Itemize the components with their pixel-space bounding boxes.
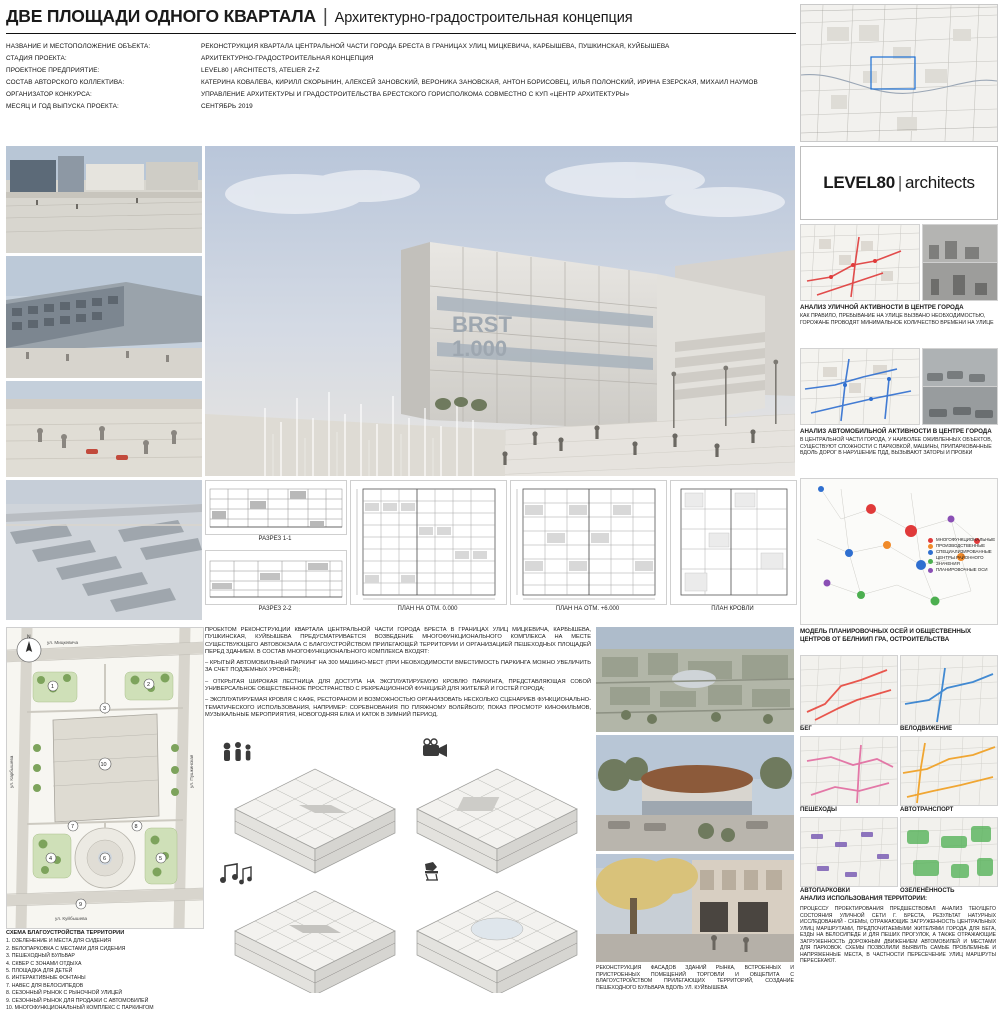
concept-paragraph: – КРЫТЫЙ АВТОМОБИЛЬНЫЙ ПАРКИНГ НА 300 МАШИНО-МЕСТ (ПРИ НЕОБХОДИМОСТИ ВМЕСТИМОСТЬ ПАРКИНГА МОЖНО УВЕЛИЧИТЬ ЗА СЧЕТ ПОДЗЕМНЫХ УРОВНЕЙ); [205,660,591,674]
scheme-cycling [900,655,998,725]
scheme-pedestrians-label: ПЕШЕХОДЫ [800,807,837,813]
logo-word: architects [904,173,975,192]
meta-key: МЕСЯЦ И ГОД ВЫПУСКА ПРОЕКТА: [6,103,119,110]
meta-value: LEVEL80 | ARCHITECTS, ATELIER Z+Z [201,67,320,74]
photo-existing-station [596,735,794,851]
legend-title: СХЕМА БЛАГОУСТРОЙСТВА ТЕРРИТОРИИ [6,930,125,936]
territory-analysis-title: АНАЛИЗ ИСПОЛЬЗОВАНИЯ ТЕРРИТОРИИ: [800,896,927,902]
floor-plan-6000 [510,480,667,605]
scheme-traffic [900,736,998,806]
photo-plaza-people [6,381,202,477]
meta-value: СЕНТЯБРЬ 2019 [201,103,253,110]
street-label: ул. Мицкевича [47,640,79,645]
analysis-title: АНАЛИЗ УЛИЧНОЙ АКТИВНОСТИ В ЦЕНТРЕ ГОРОДА [800,304,964,311]
scheme-cycling-label: ВЕЛОДВИЖЕНИЕ [900,726,953,732]
scheme-parking [800,817,898,887]
legend-item: 6. ИНТЕРАКТИВНЫЕ ФОНТАНЫ [6,975,86,982]
roof-plan [670,480,797,605]
concept-paragraph: – ЭКСПЛУАТИРУЕМАЯ КРОВЛЯ С КАФЕ, РЕСТОРАНОМ И ВОЗМОЖНОСТЬЮ ОРГАНИЗОВАТЬ НЕСКОЛЬКО СЦЕНАРИЕВ ФУНКЦИОНАЛЬНО-ТЕМАТИЧЕСКОГО ИСПОЛЬЗОВАНИЯ, НАПРИМЕР: СОРЕВНОВАНИЯ ПО ПЛЯЖНОМУ ВОЛЕЙБОЛУ, ПОКАЗ ПРОСМОТР КИНОФИЛЬМОВ, МУЗЫКАЛЬНЫЕ МЕРОПРИЯТИЯ, НОВОГОДНЯЯ ЕЛКА И КАТОК В ЗИМНИЙ ПЕРИОД. [205,697,591,718]
meta-key: СОСТАВ АВТОРСКОГО КОЛЛЕКТИВА: [6,79,125,86]
svg-text:3: 3 [103,706,107,712]
location-minimap [800,4,998,142]
meta-value: РЕКОНСТРУКЦИЯ КВАРТАЛА ЦЕНТРАЛЬНОЙ ЧАСТИ ГОРОДА БРЕСТА В ГРАНИЦАХ УЛИЦ МИЦКЕВИЧА, КАРБЫШЕВА, ПУШКИНСКАЯ, КУЙБЫШЕВА [201,43,670,50]
analysis-photos-street [922,224,998,301]
svg-text:5: 5 [159,856,163,862]
site-improvement-plan [6,627,204,929]
svg-text:8: 8 [134,824,138,830]
concept-paragraph: – ОТКРЫТАЯ ШИРОКАЯ ЛЕСТНИЦА ДЛЯ ДОСТУПА НА ЭКСПЛУАТИРУЕМУЮ КРОВЛЮ ПАРКИНГА, ПРЕДСТАВЛЯЮЩАЯ СОБОЙ УНИВЕРСАЛЬНОЕ ОБЩЕСТВЕННОЕ ПРОСТРАНСТВО С РЕКРЕАЦИОННОЙ ФУНКЦИЕЙ ДЛЯ ЖИТЕЛЕЙ И ГОСТЕЙ ГОРОДА; [205,678,591,693]
legend-swatch [928,538,933,543]
scheme-pedestrians [800,736,898,806]
header-divider [6,33,796,34]
svg-text:9: 9 [79,902,83,908]
photo-facade-perspective [6,256,202,378]
analysis-street-activity [800,224,996,326]
scheme-greenery-label: ОЗЕЛЕНЁННОСТЬ [900,888,955,894]
page-title [6,6,796,28]
legend-item: 7. НАВЕС ДЛЯ ВЕЛОСИПЕДОВ [6,982,84,989]
planning-axes-diagram [800,478,998,625]
section-drawing-1 [205,480,347,535]
project-metadata [6,41,796,113]
svg-text:6: 6 [103,856,107,862]
analysis-image-row [800,224,996,301]
scheme-parking-label: АВТОПАРКОВКИ [800,888,850,894]
meta-row [6,65,796,77]
concept-paragraph: ПРОЕКТОМ РЕКОНСТРУКЦИИ КВАРТАЛА ЦЕНТРАЛЬНОЙ ЧАСТИ ГОРОДА БРЕСТА В ГРАНИЦАХ УЛИЦ МИЦКЕВИЧА, КАРБЫШЕВА, ПУШКИНСКАЯ, КУЙБЫШЕВА ПРЕДУСМАТРИВАЕТСЯ ВОЗВЕДЕНИЕ МНОГОФУНКЦИОНАЛЬНОГО КОМПЛЕКСА НА МЕСТЕ СУЩЕСТВУЮЩЕГО АВТОВОКЗАЛА С БЛАГОУСТРОЙСТВОМ ПРИЛЕГАЮЩЕЙ ТЕРРИТОРИИ И ОРГАНИЗАЦИЕЙ ПЕШЕХОДНЫХ ПЛОЩАДЕЙ ПЕРЕД ЗДАНИЕМ. В СОСТАВ МНОГОФУНКЦИОНАЛЬНОГО КОМПЛЕКСА ВХОДЯТ: [205,627,591,655]
legend-label: ПРОИЗВОДСТВЕННЫЕ [936,543,986,548]
legend-item [928,555,994,567]
photo-caption: РЕКОНСТРУКЦИЯ ФАСАДОВ ЗДАНИЙ РЫНКА, ВСТРОЕННЫХ И ПРИСТРОЕННЫХ ПОМЕЩЕНИЙ ТОРГОВЛИ И ОБЩЕПИТА С БЛАГОУСТРОЙСТВОМ ПРИЛЕГАЮЩИХ ТЕРРИТОРИЙ, СОЗДАНИЕ ПЕШЕХОДНОГО БУЛЬВАРА ВДОЛЬ УЛ. КУЙБЫШЕВА [596,965,794,991]
legend-item: 2. ВЕЛОПАРКОВКА С МЕСТАМИ ДЛЯ СИДЕНИЯ [6,945,126,952]
scheme-running-label: БЕГ [800,726,812,732]
meta-row [6,77,796,89]
studio-logo [800,146,998,220]
concept-description [205,627,591,727]
legend-item: 10. МНОГОФУНКЦИОНАЛЬНЫЙ КОМПЛЕКС С ПАРКИНГОМ [6,1005,154,1012]
title-subtitle: Архитектурно-градостроительная концепция [334,10,633,26]
logo-name: LEVEL80 [823,173,895,192]
svg-text:1: 1 [51,684,55,690]
svg-text:N: N [27,634,31,641]
legend-label: ПЛАНИРОВОЧНЫЕ ОСИ [936,567,988,572]
meta-key: ПРОЕКТНОЕ ПРЕДПРИЯТИЕ: [6,67,100,74]
legend-item: 4. СКВЕР С ЗОНАМИ ОТДЫХА [6,960,82,967]
roof-plan-label: ПЛАН КРОВЛИ [711,606,754,612]
meta-value: УПРАВЛЕНИЕ АРХИТЕКТУРЫ И ГРАДОСТРОИТЕЛЬСТВА БРЕСТСКОГО ГОРИСПОЛКОМА СОВМЕСТНО С КУП «ЦЕНТР АРХИТЕКТУРЫ» [201,91,630,98]
meta-key: СТАДИЯ ПРОЕКТА: [6,55,67,62]
legend-item: 3. ПЕШЕХОДНЫЙ БУЛЬВАР [6,953,75,960]
photo-boulevard-street [596,854,794,962]
legend-label: МНОГОФУНКЦИОНАЛЬНЫЕ [936,537,996,542]
legend-label: ЦЕНТРЫ РАЙОННОГО ЗНАЧЕНИЯ [936,555,984,566]
meta-value: КАТЕРИНА КОВАЛЕВА, КИРИЛЛ СКОРЫНИН, АЛЕКСЕЙ ЗАНОВСКИЙ, ВЕРОНИКА ЗАНОВСКАЯ, АНТОН БОРИСОВЕЦ, ИЛЬЯ ПОЛОНСКИЙ, ИРИНА ЕЗЕРСКАЯ, МИХАИЛ НАУМОВ [201,79,758,86]
photo-existing-aerial [596,627,794,732]
svg-text:2: 2 [147,682,151,688]
section-drawing-2 [205,550,347,605]
legend-swatch [928,568,933,573]
scheme-running [800,655,898,725]
street-label: ул. Карбышева [9,755,14,788]
meta-value: АРХИТЕКТУРНО-ГРАДОСТРОИТЕЛЬНАЯ КОНЦЕПЦИЯ [201,55,374,62]
legend-swatch [928,544,933,549]
legend-label: СПЕЦИАЛИЗИРОВАННЫЕ [936,549,992,554]
floor-plan-0000 [350,480,507,605]
analysis-photos-cars [922,348,998,425]
logo-bar: | [897,173,902,192]
analysis-map-cars [800,348,920,425]
meta-row [6,89,796,101]
meta-key: ОРГАНИЗАТОР КОНКУРСА: [6,91,92,98]
photo-aerial-plaza [6,146,202,253]
street-label: ул. Куйбышева [55,916,88,921]
render-building-label-line2: 1.000 [452,336,508,361]
analysis-title: АНАЛИЗ АВТОМОБИЛЬНОЙ АКТИВНОСТИ В ЦЕНТРЕ ГОРОДА [800,428,992,435]
meta-row [6,41,796,53]
svg-text:4: 4 [49,856,53,862]
legend-item: 1. ОЗЕЛЕНЕНИЕ И МЕСТА ДЛЯ СИДЕНИЯ [6,938,112,945]
legend-item [928,567,994,573]
legend-item: 5. ПЛОЩАДКА ДЛЯ ДЕТЕЙ [6,968,73,975]
scheme-traffic-label: АВТОТРАНСПОРТ [900,807,954,813]
svg-text:10: 10 [100,762,107,768]
analysis-image-row [800,348,996,425]
title-separator: | [322,6,328,27]
legend-swatch [928,559,933,564]
render-building-label-line1: BRST [452,312,512,337]
legend-swatch [928,550,933,555]
plan-6000-label: ПЛАН НА ОТМ. +6.000 [555,606,620,612]
main-render-visualization [205,146,795,476]
title-main: ДВЕ ПЛОЩАДИ ОДНОГО КВАРТАЛА [6,6,316,26]
plan-0000-label: ПЛАН НА ОТМ. 0.000 [397,606,458,612]
analysis-car-activity [800,348,996,457]
territory-analysis-text: ПРОЦЕССУ ПРОЕКТИРОВАНИЯ ПРЕДШЕСТВОВАЛ АНАЛИЗ ТЕКУЩЕГО СОСТОЯНИЯ УЛИЧНОЙ СЕТИ Г. БРЕСТА, РЕЗУЛЬТАТ НАТУРНЫХ ИССЛЕДОВАНИЙ - СХЕМЫ, ОТРАЖАЮЩИЕ ЗАГРУЖЕННОСТЬ ЦЕНТРАЛЬНЫХ УЛИЦ МАРШРУТАМИ, ПРЕДПОЧИТАЕМЫМИ ЖИТЕЛЯМИ ГОРОДА ДЛЯ БЕГА, ЕЗДЫ НА ВЕЛОСИПЕДЕ И ДЛЯ ПЕШИХ ПРОГУЛОК, А ТАКЖЕ ОТРАЖАЮЩИЕ ЗАГРУЖЕННОСТЬ ДОРОЖНЫМ ДВИЖЕНИЕМ АВТОМОБИЛЕЙ И МЕСТАМИ ДЛЯ ПАРКОВОК. СХЕМЫ ПОЗВОЛИЛИ ВЫЯВИТЬ САМЫЕ ПРОБЛЕМНЫЕ И НАПРЯЖЕННЫЕ МЕСТА, В ЧАСТНОСТИ ПЕРЕСЕЧЕНИЕ УЛИЦ МАРШРУТЫ ПЕРЕСЕКАЮТ. [800,906,996,964]
header [6,6,796,136]
legend-item: 9. СЕЗОННЫЙ РЫНОК ДЛЯ ПРОДАЖИ С АВТОМОБИЛЕЙ [6,997,149,1004]
planning-axes-model [800,478,996,645]
meta-row [6,53,796,65]
analysis-text: В ЦЕНТРАЛЬНОЙ ЧАСТИ ГОРОДА, У НАИБОЛЕЕ ОЖИВЛЕННЫХ ОБЪЕКТОВ, СУЩЕСТВУЮТ СЛОЖНОСТИ С ПАРКОВКОЙ, МАШИНЫ, ПРИПАРКОВАННЫЕ ВДОЛЬ ДОРОГ В НАРУШЕНИЕ ПДД, ВЫЗЫВАЮТ ЗАТОРЫ И ПРОБКИ [800,437,993,457]
section-2-label: РАЗРЕЗ 2-2 [258,606,292,612]
analysis-map-street [800,224,920,301]
axonometric-scenarios [205,735,591,993]
street-label: ул. Пушкинская [189,754,194,788]
section-1-label: РАЗРЕЗ 1-1 [258,536,292,542]
planning-axes-title: МОДЕЛЬ ПЛАНИРОВОЧНЫХ ОСЕЙ И ОБЩЕСТВЕННЫХ ЦЕНТРОВ ОТ БЕЛНИИП ГРА, ОСТРОИТЕЛЬСТВА [800,628,972,643]
scheme-greenery [900,817,998,887]
analysis-text: КАК ПРАВИЛО, ПРЕБЫВАНИЕ НА УЛИЦЕ ВЫЗВАНО НЕОБХОДИМОСТЬЮ, ГОРОЖАНЕ ПРОВОДЯТ МИНИМАЛЬНОЕ КОЛИЧЕСТВО ВРЕМЕНИ НА УЛИЦЕ [800,313,994,326]
legend-item: 8. СЕЗОННЫЙ РЫНОК С РЫНОЧНОЙ УЛИЦЕЙ [6,990,123,997]
meta-key: НАЗВАНИЕ И МЕСТОПОЛОЖЕНИЕ ОБЪЕКТА: [6,43,151,50]
svg-text:7: 7 [71,824,75,830]
photo-roof-landscape [6,480,202,620]
meta-row [6,101,796,113]
